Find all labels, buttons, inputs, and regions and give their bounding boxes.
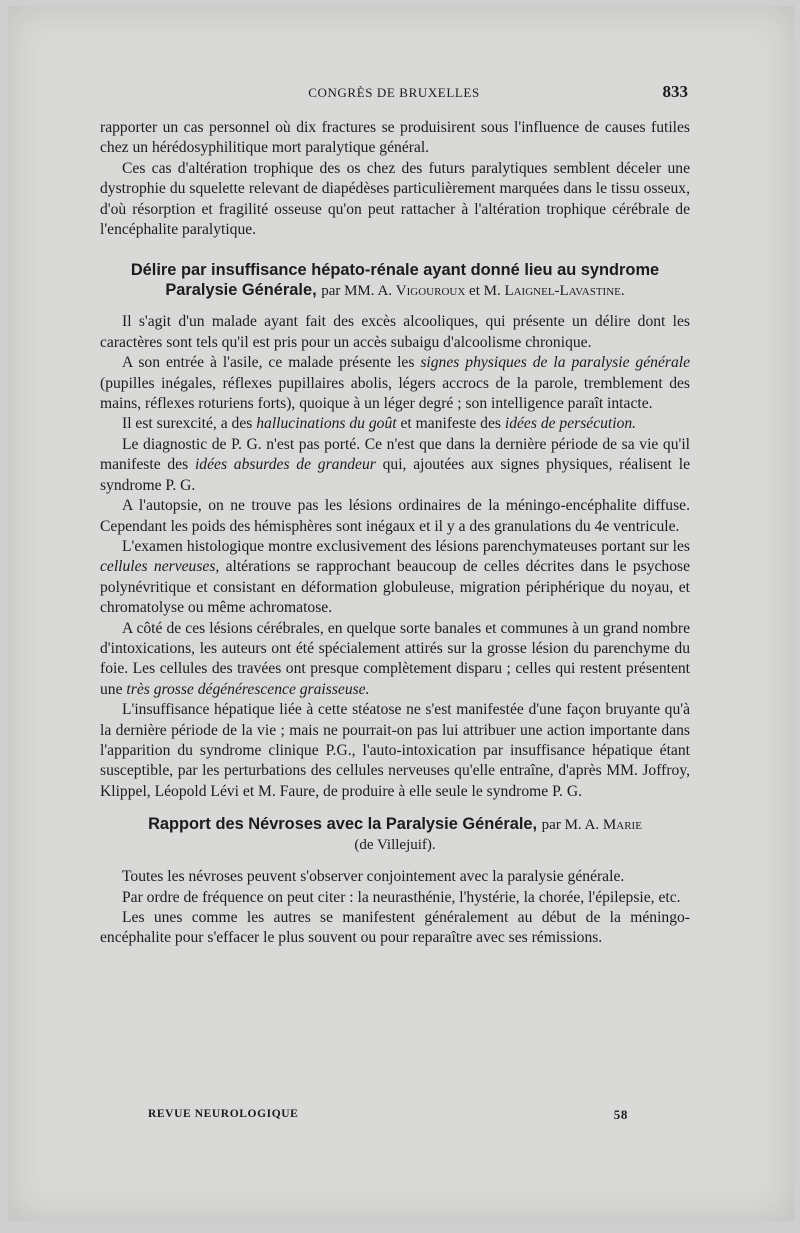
italic-run: signes physiques de la paralysie générale	[420, 354, 690, 372]
page-body	[100, 118, 690, 949]
byline-and: et M.	[469, 283, 501, 300]
byline	[542, 817, 642, 833]
section-title-pg: Paralysie Générale,	[165, 281, 317, 300]
paragraph: Il s'agit d'un malade ayant fait des excès alcooliques, qui présente un délire dont les caractères sont tels qu'il est pris pour un accès subaigu d'alcoolisme chronique.	[100, 313, 690, 351]
byline-prefix: par MM. A.	[321, 283, 393, 300]
paragraph	[100, 537, 690, 619]
paragraph	[100, 619, 690, 701]
paragraph	[100, 353, 690, 414]
paragraph	[100, 435, 690, 496]
journal-name: REVUE NEUROLOGIQUE	[148, 1108, 299, 1120]
section-title-line2	[100, 280, 690, 301]
running-title: CONGRÈS DE BRUXELLES	[308, 85, 480, 100]
paragraph: Ces cas d'altération trophique des os chez des futurs paralytiques semblent déceler une dystrophie du squelette relevant de diapédèses particulièrement marquées dans le tissu osseux, d'où résorption et fragilité osseuse qu'on peut rattacher à l'altération trophique cérébrale de l'encéphalite paralytique.	[100, 159, 690, 239]
italic-run: très grosse dégénérescence graisseuse.	[126, 680, 370, 698]
section-title-line1: Délire par insuffisance hépato-rénale ayant donné lieu au syndrome	[130, 261, 660, 280]
paragraph: Toutes les névroses peuvent s'observer conjointement avec la paralysie générale.	[122, 868, 625, 886]
italic-run: idées absurdes de grandeur	[194, 456, 376, 474]
text-run: qui, ajoutées aux signes physiques, réalisent le syndrome P. G.	[100, 456, 691, 494]
text-run: Il est surexcité, a des	[122, 415, 253, 433]
paragraph: L'insuffisance hépatique liée à cette stéatose ne s'est manifestée d'une façon bruyante qu'à la dernière période de la vie ; mais ne pourrait-on pas lui attribuer une action importante dans l'apparition du syndrome clinique P.G., l'auto-intoxication par insuffisance hépatique étant susceptible, par les perturbations des cellules nerveuses qu'elle entraîne, d'après MM. Joffroy, Klippel, Léopold Lévi et M. Faure, de produire à elle seule le syndrome P. G.	[100, 701, 690, 800]
byline	[321, 283, 624, 299]
author-laignel-lavastine: Laignel-Lavastine.	[504, 283, 625, 300]
text-run: et manifeste des	[400, 415, 501, 433]
author-affiliation: (de Villejuif).	[354, 837, 436, 854]
author-vigouroux: Vigouroux	[395, 283, 466, 300]
paragraph: A l'autopsie, on ne trouve pas les lésions ordinaires de la méningo-encéphalite diffuse. Cependant les poids des hémisphères sont inégaux et il y a des granulations du 4e ventricule.	[100, 497, 690, 535]
author-marie: Marie	[602, 817, 642, 834]
paragraph-continued: rapporter un cas personnel où dix fractures se produisirent sous l'influence de causes futiles chez un hérédosyphilitique mort paralytique général.	[100, 119, 690, 157]
page-header	[100, 82, 688, 104]
italic-run: cellules nerveuses,	[100, 558, 220, 576]
byline-prefix: par M. A.	[541, 817, 600, 834]
section-heading-nevroses	[100, 814, 690, 855]
paragraph	[100, 414, 690, 434]
page-number: 833	[662, 82, 688, 101]
signature-mark: 58	[613, 1107, 628, 1122]
text-run: A son entrée à l'asile, ce malade présente les	[122, 354, 415, 372]
document-page	[8, 6, 794, 1221]
paragraph: Les unes comme les autres se manifestent généralement au début de la méningo-encéphalite pour s'effacer le plus souvent ou pour reparaître avec ses rémissions.	[100, 909, 690, 947]
text-run: A côté de ces lésions cérébrales, en quelque sorte banales et communes à un grand nombre d'intoxications, les auteurs ont été spécialement attirés sur la grosse lésion du parenchyme du foie. Les cellules des travées ont presque complètement disparu ; celles qui restent présentent une	[100, 619, 690, 698]
paragraph: Par ordre de fréquence on peut citer : la neurasthénie, l'hystérie, la chorée, l'épilepsie, etc.	[122, 888, 681, 906]
text-run: (pupilles inégales, réflexes pupillaires abolis, légers accrocs de la parole, tremblement des mains, réflexes roturiens forts), quoique à un léger degré ; son intelligence paraît intacte.	[100, 374, 690, 413]
italic-run: hallucinations du goût	[256, 415, 397, 433]
text-run: altérations se rapprochant beaucoup de celles décrites dans le psychose polynévritique et consistant en déformation globuleuse, migration périphérique du noyau, et chromatolyse ou même achromatose.	[100, 558, 690, 617]
text-run: L'examen histologique montre exclusivement des lésions parenchymateuses portant sur les	[122, 537, 690, 555]
section-heading-delire	[100, 260, 690, 301]
section-title: Rapport des Névroses avec la Paralysie Générale,	[148, 815, 538, 834]
italic-run: idées de persécution.	[504, 415, 637, 433]
text-run: Le diagnostic de P. G. n'est pas porté. Ce n'est que dans la dernière période de sa vie qu'il manifeste des	[100, 435, 690, 474]
page-footer	[148, 1108, 628, 1128]
